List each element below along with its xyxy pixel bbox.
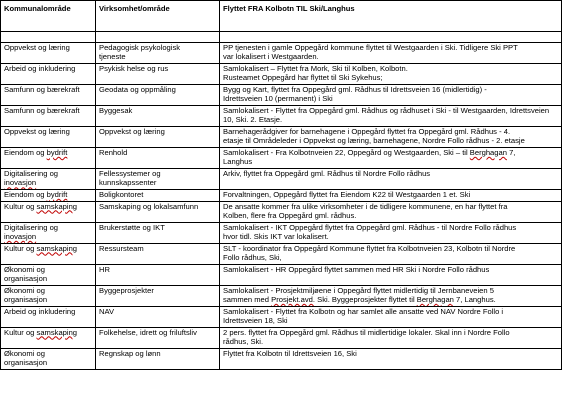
unit-cell: [96, 348, 220, 369]
cell-line: Flyttet fra Kolbotn til Idrettsveien 16, Ski: [223, 348, 357, 358]
cell-line: Barnehagerådgiver for barnehagene i Oppegård flyttet fra Oppegård gml. Rådhus - 4.: [223, 127, 511, 136]
unit-cell: [96, 127, 220, 148]
spellcheck-word: inovasjon: [4, 232, 37, 241]
moved-cell: [220, 169, 562, 190]
table-row: [1, 201, 562, 222]
area-cell: [1, 243, 96, 264]
area-cell: [1, 285, 96, 306]
unit-cell: [96, 306, 220, 327]
cell-line: Byggesak: [99, 106, 133, 115]
moved-cell: [220, 127, 562, 148]
spellcheck-word: samskaping: [36, 243, 78, 253]
cell-line: Samlokalisert - HR Oppegård flyttet sammen med HR Ski i Nordre Follo rådhus: [223, 264, 490, 274]
table-row: [1, 222, 562, 243]
cell-line: Kultur og samskaping: [4, 243, 78, 253]
cell-line: 10, Ski. 2. Etasje.: [223, 115, 283, 125]
cell-line: Samskaping og lokalsamfunn: [99, 201, 199, 211]
moved-cell: [220, 201, 562, 222]
cell-line: 2 pers. flyttet fra Oppegård gml. Rådhus til midlertidige lokaler. Skal inn i Nordre Follo: [223, 327, 510, 337]
table-row: [1, 64, 562, 85]
cell-line: Samlokalisert - IKT Oppegård flyttet fra Oppegård gml. Rådhus - til Nordre Follo rådhus: [223, 222, 517, 232]
area-cell: [1, 306, 96, 327]
cell-line: Samlokalisert – Flyttet fra Mork, Ski til Kolben, Kolbotn.: [223, 64, 408, 73]
cell-line: Samfunn og bærekraft: [4, 106, 80, 115]
cell-line: tjeneste: [99, 52, 126, 62]
cell-line: Follo rådhus, Ski,: [223, 253, 282, 262]
cell-line: sammen med Prosjekt.avd. Ski. Byggeprosjekter flyttet til Berghagan 7, Langhus.: [223, 295, 496, 304]
unit-cell: [96, 285, 220, 306]
area-cell: [1, 222, 96, 243]
moved-cell: [220, 222, 562, 243]
unit-cell: [96, 327, 220, 348]
cell-line: [4, 178, 93, 187]
spacer-row: [1, 32, 562, 43]
unit-cell: [96, 106, 220, 127]
moved-cell: [220, 285, 562, 306]
cell-line: Forvaltningen, Oppegård flyttet fra Eiendom K22 til Westgaarden 1 et. Ski: [223, 190, 471, 199]
spellcheck-word: bydrift: [46, 148, 68, 157]
area-cell: [1, 264, 96, 285]
cell-line: [4, 232, 93, 241]
area-cell: [1, 169, 96, 190]
cell-line: NAV: [99, 306, 115, 316]
spellcheck-word: Berghagan: [416, 295, 454, 304]
cell-line: Langhus: [223, 157, 253, 167]
cell-line: SLT - koordinator fra Oppegård Kommune flyttet fra Kolbotnveien 23, Kolbotn til Nordre: [223, 243, 516, 253]
cell-line: hvor tidl. Skis IKT var lokalisert.: [223, 232, 329, 241]
spellcheck-word: inovasjon: [4, 178, 37, 188]
cell-line: Økonomi og: [4, 264, 45, 274]
cell-line: organisasjon: [4, 358, 48, 367]
cell-line: Arkiv, flyttet fra Oppegård gml. Rådhus til Nordre Follo rådhus: [223, 169, 431, 178]
cell-line: HR: [99, 264, 110, 274]
cell-line: Oppvekst og læring: [4, 43, 70, 52]
cell-line: Eiendom og bydrift: [4, 148, 68, 157]
unit-cell: [96, 222, 220, 243]
area-cell: [1, 190, 96, 202]
table-row: [1, 327, 562, 348]
cell-line: Digitalisering og: [4, 222, 59, 232]
header-kommunalomrade: Kommunalområde: [1, 1, 96, 32]
cell-line: organisasjon: [4, 295, 48, 304]
moved-cell: [220, 106, 562, 127]
cell-line: rådhus, Ski.: [223, 337, 264, 346]
moved-cell: [220, 348, 562, 369]
unit-cell: [96, 85, 220, 106]
cell-line: Eiendom og bydrift: [4, 190, 68, 199]
table-row: [1, 285, 562, 306]
spellcheck-word: Berghagan: [469, 148, 507, 157]
cell-line: Økonomi og: [4, 348, 45, 358]
cell-line: Psykisk helse og rus: [99, 64, 169, 73]
cell-line: Idrettsveien 10 (permanent) i Ski: [223, 94, 333, 104]
table-row: [1, 85, 562, 106]
cell-line: Kolben, flere fra Oppegård gml. rådhus.: [223, 211, 357, 220]
table-row: [1, 243, 562, 264]
cell-line: Folkehelse, idrett og friluftsliv: [99, 327, 197, 337]
cell-line: Idrettsveien 18, Ski: [223, 316, 288, 325]
unit-cell: [96, 148, 220, 169]
cell-line: Økonomi og: [4, 285, 45, 295]
unit-cell: [96, 43, 220, 64]
cell-line: var lokalisert i Westgaarden.: [223, 52, 319, 62]
table-row: [1, 348, 562, 369]
cell-line: etasje til Områdeleder i Oppvekst og læring, barnehagene, Nordre Follo rådhus - 2. etasje: [223, 136, 525, 146]
moved-cell: [220, 264, 562, 285]
area-cell: [1, 327, 96, 348]
spacer-cell: [1, 32, 96, 43]
area-cell: [1, 348, 96, 369]
spellcheck-word: Prosjekt.avd.: [271, 295, 316, 304]
cell-line: Samlokalisert - Flyttet fra Kolbotn og har samlet alle ansatte ved NAV Nordre Follo i: [223, 306, 504, 316]
unit-cell: [96, 64, 220, 85]
cell-line: Pedagogisk psykologisk: [99, 43, 181, 52]
spellcheck-word: samskaping: [36, 327, 78, 337]
spacer-cell: [220, 32, 562, 43]
unit-cell: [96, 201, 220, 222]
unit-cell: [96, 190, 220, 202]
cell-line: Kultur og samskaping: [4, 327, 78, 337]
area-cell: [1, 64, 96, 85]
spellcheck-word: bydrift: [46, 190, 68, 199]
header-flyttet: Flyttet FRA Kolbotn TIL Ski/Langhus: [220, 1, 562, 32]
table-row: [1, 169, 562, 190]
table-row: [1, 190, 562, 202]
cell-line: Samfunn og bærekraft: [4, 85, 80, 94]
cell-line: Ressursteam: [99, 243, 144, 253]
moved-cell: [220, 190, 562, 202]
table-row: [1, 106, 562, 127]
cell-line: Renhold: [99, 148, 128, 157]
table-row: [1, 264, 562, 285]
cell-line: Boligkontoret: [99, 190, 144, 199]
table-row: [1, 306, 562, 327]
spacer-cell: [96, 32, 220, 43]
cell-line: Samlokalisert - Fra Kolbotnveien 22, Oppegård og Westgaarden, Ski – til Berghagan 7,: [223, 148, 516, 157]
spellcheck-word: samskaping: [36, 201, 78, 211]
moved-cell: [220, 306, 562, 327]
cell-line: Kultur og samskaping: [4, 201, 78, 211]
moved-cell: [220, 148, 562, 169]
cell-line: Byggeprosjekter: [99, 285, 154, 295]
cell-line: Fellessystemer og: [99, 169, 161, 178]
header-virksomhet: Virksomhet/område: [96, 1, 220, 32]
cell-line: Arbeid og inkludering: [4, 64, 76, 73]
cell-line: Oppvekst og læring: [4, 127, 70, 136]
cell-line: Bygg og Kart, flyttet fra Oppegård gml. Rådhus til Idrettsveien 16 (midlertidig) -: [223, 85, 487, 94]
cell-line: Regnskap og lønn: [99, 348, 161, 358]
moved-cell: [220, 43, 562, 64]
moved-cell: [220, 243, 562, 264]
table-row: [1, 43, 562, 64]
table-row: [1, 127, 562, 148]
unit-cell: [96, 243, 220, 264]
cell-line: Brukerstøtte og IKT: [99, 222, 165, 232]
moved-cell: [220, 64, 562, 85]
cell-line: PP tjenesten i gamle Oppegård kommune flyttet til Westgaarden i Ski. Tidligere Ski PPT: [223, 43, 518, 52]
area-cell: [1, 43, 96, 64]
area-cell: [1, 127, 96, 148]
cell-line: kunnskapssenter: [99, 178, 157, 188]
cell-line: De ansatte kommer fra ulike virksomheter i de tidligere kommunene, en har flyttet fra: [223, 201, 508, 211]
table-row: [1, 148, 562, 169]
cell-line: Digitalisering og: [4, 169, 59, 178]
area-cell: [1, 106, 96, 127]
cell-line: Samlokalisert - Flyttet fra Oppegård gml. Rådhus og rådhuset i Ski - til Westgaarden, Idrettsveien: [223, 106, 550, 115]
moved-cell: [220, 85, 562, 106]
area-cell: [1, 201, 96, 222]
cell-line: organisasjon: [4, 274, 48, 283]
cell-line: Geodata og oppmåling: [99, 85, 176, 94]
cell-line: Samlokalisert - Prosjektmiljøene i Oppegård flyttet midlertidig til Jernbaneveien 5: [223, 285, 494, 295]
area-cell: [1, 148, 96, 169]
cell-line: Oppvekst og læring: [99, 127, 165, 136]
unit-cell: [96, 264, 220, 285]
area-cell: [1, 85, 96, 106]
cell-line: Rusteamet Oppegård har flyttet til Ski Sykehus;: [223, 73, 383, 83]
header-row: [1, 1, 562, 32]
moved-cell: [220, 327, 562, 348]
cell-line: Arbeid og inkludering: [4, 306, 76, 316]
unit-cell: [96, 169, 220, 190]
